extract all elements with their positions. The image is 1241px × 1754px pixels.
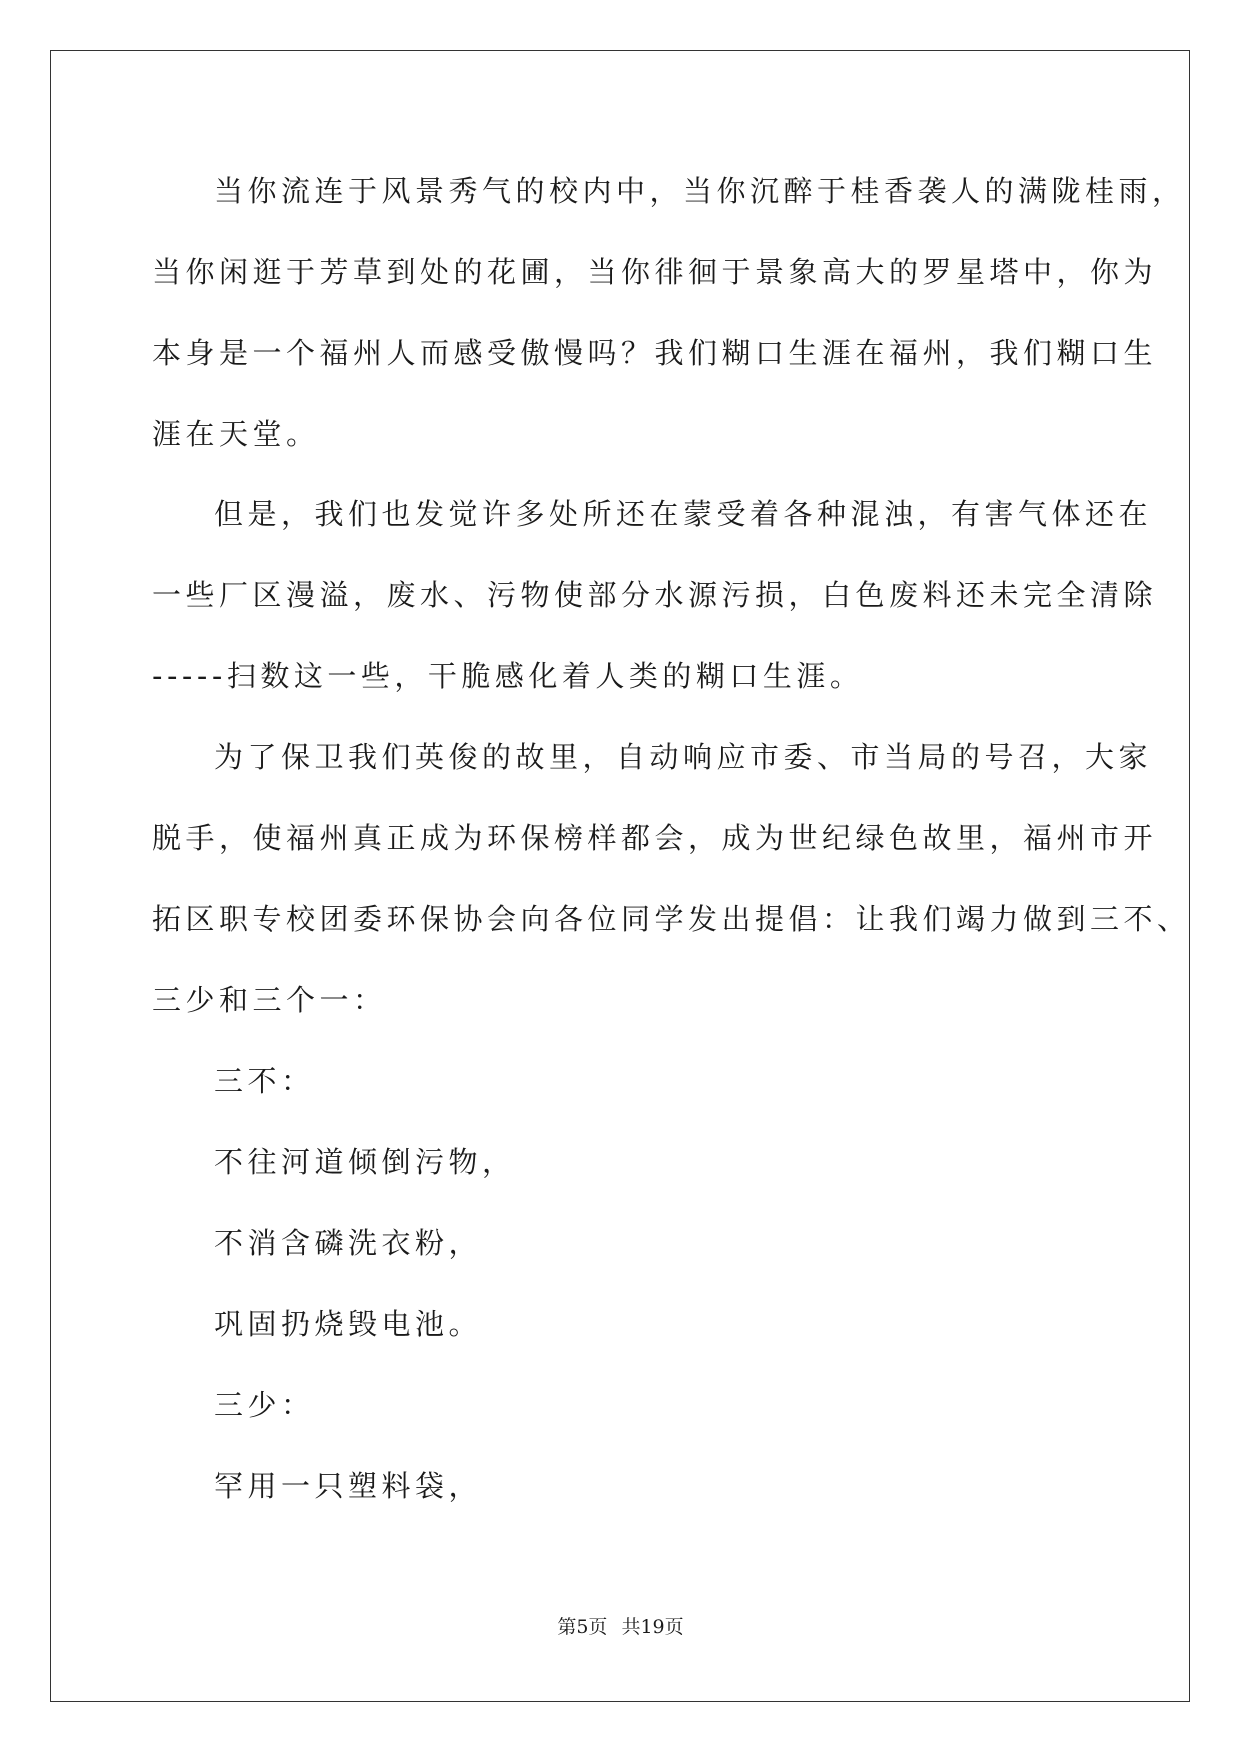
page-border [50, 50, 1190, 1702]
text-line: 涯在天堂。 [152, 417, 320, 451]
list-item: 巩固扔烧毁电池。 [214, 1307, 483, 1341]
text-line: 当你流连于风景秀气的校内中，当你沉醉于桂香袭人的满陇桂雨， [214, 174, 1186, 208]
text-line: 当你闲逛于芳草到处的花圃，当你徘徊于景象高大的罗星塔中，你为 [152, 255, 1158, 289]
section-heading: 三不： [214, 1064, 315, 1098]
text-line: -----扫数这一些，干脆感化着人类的糊口生涯。 [152, 659, 864, 693]
text-line: 脱手，使福州真正成为环保榜样都会，成为世纪绿色故里，福州市开 [152, 821, 1158, 855]
list-item: 不往河道倾倒污物， [214, 1145, 516, 1179]
page-number: 第5页 [557, 1616, 608, 1638]
section-heading: 三少： [214, 1388, 315, 1422]
text-line: 一些厂区漫溢，废水、污物使部分水源污损，白色废料还未完全清除 [152, 578, 1158, 612]
text-line: 拓区职专校团委环保协会向各位同学发出提倡：让我们竭力做到三不、 [152, 902, 1191, 936]
text-line: 但是，我们也发觉许多处所还在蒙受着各种混浊，有害气体还在 [214, 497, 1153, 531]
page-footer [0, 1614, 1241, 1640]
text-line: 本身是一个福州人而感受傲慢吗？我们糊口生涯在福州，我们糊口生 [152, 336, 1158, 370]
text-line: 为了保卫我们英俊的故里，自动响应市委、市当局的号召，大家 [214, 740, 1153, 774]
list-item: 不消含磷洗衣粉， [214, 1226, 483, 1260]
list-item: 罕用一只塑料袋， [214, 1469, 483, 1503]
text-line: 三少和三个一： [152, 983, 387, 1017]
page-total: 共19页 [621, 1616, 684, 1638]
